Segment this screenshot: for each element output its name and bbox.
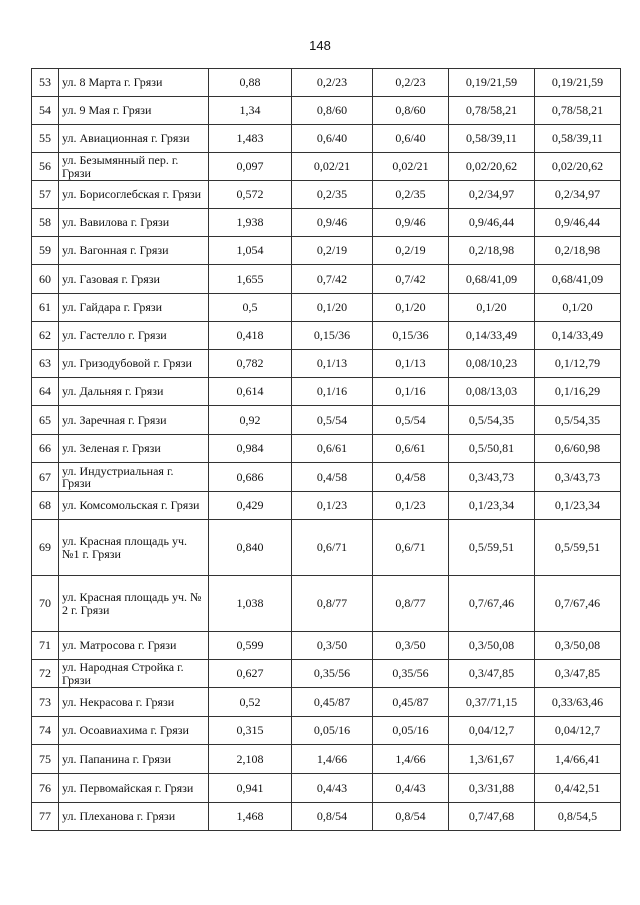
value-col-3: 0,8/77: [373, 576, 449, 632]
value-col-2: 0,8/54: [292, 803, 373, 831]
row-number: 74: [32, 717, 59, 745]
street-name: ул. Красная площадь уч. №1 г. Грязи: [59, 520, 209, 576]
table-row: [32, 660, 621, 688]
street-name: ул. 8 Марта г. Грязи: [59, 69, 209, 97]
value-col-1: 2,108: [209, 745, 292, 774]
value-col-4: 0,78/58,21: [449, 97, 535, 125]
street-name: ул. Дальняя г. Грязи: [59, 378, 209, 406]
table-row: [32, 153, 621, 181]
value-col-5: 0,7/67,46: [535, 576, 621, 632]
value-col-5: 0,78/58,21: [535, 97, 621, 125]
value-col-2: 0,1/16: [292, 378, 373, 406]
value-col-2: 0,6/71: [292, 520, 373, 576]
row-number: 61: [32, 294, 59, 322]
row-number: 54: [32, 97, 59, 125]
value-col-2: 0,5/54: [292, 406, 373, 435]
value-col-2: 0,1/20: [292, 294, 373, 322]
table-row: [32, 406, 621, 435]
table-row: [32, 463, 621, 492]
value-col-2: 0,9/46: [292, 209, 373, 237]
street-name: ул. Газовая г. Грязи: [59, 265, 209, 294]
value-col-1: 0,941: [209, 774, 292, 803]
value-col-5: 0,68/41,09: [535, 265, 621, 294]
value-col-5: 1,4/66,41: [535, 745, 621, 774]
value-col-3: 0,5/54: [373, 406, 449, 435]
row-number: 77: [32, 803, 59, 831]
page-number: 148: [309, 38, 331, 53]
table-row: [32, 576, 621, 632]
row-number: 70: [32, 576, 59, 632]
value-col-3: 0,1/13: [373, 350, 449, 378]
value-col-5: 0,3/47,85: [535, 660, 621, 688]
value-col-1: 0,840: [209, 520, 292, 576]
value-col-3: 0,4/58: [373, 463, 449, 492]
row-number: 63: [32, 350, 59, 378]
value-col-1: 0,097: [209, 153, 292, 181]
table-row: [32, 350, 621, 378]
value-col-5: 0,1/20: [535, 294, 621, 322]
value-col-1: 1,34: [209, 97, 292, 125]
street-name: ул. Гайдара г. Грязи: [59, 294, 209, 322]
value-col-4: 0,19/21,59: [449, 69, 535, 97]
value-col-1: 0,572: [209, 181, 292, 209]
value-col-1: 0,418: [209, 322, 292, 350]
value-col-2: 0,2/19: [292, 237, 373, 265]
value-col-4: 0,37/71,15: [449, 688, 535, 717]
value-col-2: 0,6/61: [292, 435, 373, 463]
value-col-4: 0,1/20: [449, 294, 535, 322]
value-col-4: 1,3/61,67: [449, 745, 535, 774]
table-row: [32, 803, 621, 831]
street-name: ул. Гастелло г. Грязи: [59, 322, 209, 350]
row-number: 56: [32, 153, 59, 181]
street-name: ул. Безымянный пер. г. Грязи: [59, 153, 209, 181]
value-col-5: 0,3/50,08: [535, 632, 621, 660]
value-col-2: 0,02/21: [292, 153, 373, 181]
value-col-2: 0,2/35: [292, 181, 373, 209]
value-col-1: 0,92: [209, 406, 292, 435]
value-col-1: 1,038: [209, 576, 292, 632]
value-col-2: 0,35/56: [292, 660, 373, 688]
value-col-3: 0,45/87: [373, 688, 449, 717]
table-row: [32, 322, 621, 350]
table-row: [32, 774, 621, 803]
value-col-3: 0,2/23: [373, 69, 449, 97]
value-col-1: 1,054: [209, 237, 292, 265]
value-col-5: 0,5/59,51: [535, 520, 621, 576]
value-col-1: 0,627: [209, 660, 292, 688]
value-col-1: 0,429: [209, 492, 292, 520]
value-col-3: 0,4/43: [373, 774, 449, 803]
street-name: ул. Матросова г. Грязи: [59, 632, 209, 660]
value-col-3: 0,2/35: [373, 181, 449, 209]
street-name: ул. Индустриальная г. Грязи: [59, 463, 209, 492]
value-col-5: 0,9/46,44: [535, 209, 621, 237]
table-row: [32, 520, 621, 576]
value-col-5: 0,2/34,97: [535, 181, 621, 209]
data-table: [31, 68, 621, 831]
row-number: 59: [32, 237, 59, 265]
value-col-4: 0,58/39,11: [449, 125, 535, 153]
table-row: [32, 745, 621, 774]
value-col-3: 0,8/54: [373, 803, 449, 831]
street-name: ул. Борисоглебская г. Грязи: [59, 181, 209, 209]
value-col-5: 0,04/12,7: [535, 717, 621, 745]
value-col-5: 0,5/54,35: [535, 406, 621, 435]
value-col-4: 0,3/43,73: [449, 463, 535, 492]
value-col-2: 0,4/43: [292, 774, 373, 803]
value-col-5: 0,8/54,5: [535, 803, 621, 831]
value-col-5: 0,02/20,62: [535, 153, 621, 181]
table-row: [32, 237, 621, 265]
value-col-4: 0,02/20,62: [449, 153, 535, 181]
value-col-4: 0,9/46,44: [449, 209, 535, 237]
value-col-4: 0,3/50,08: [449, 632, 535, 660]
value-col-1: 1,938: [209, 209, 292, 237]
value-col-2: 0,8/60: [292, 97, 373, 125]
value-col-4: 0,14/33,49: [449, 322, 535, 350]
table-row: [32, 69, 621, 97]
value-col-5: 0,1/16,29: [535, 378, 621, 406]
value-col-4: 0,04/12,7: [449, 717, 535, 745]
value-col-1: 0,782: [209, 350, 292, 378]
street-name: ул. Авиационная г. Грязи: [59, 125, 209, 153]
value-col-1: 1,468: [209, 803, 292, 831]
row-number: 60: [32, 265, 59, 294]
street-name: ул. Зеленая г. Грязи: [59, 435, 209, 463]
value-col-1: 1,655: [209, 265, 292, 294]
street-name: ул. Комсомольская г. Грязи: [59, 492, 209, 520]
value-col-1: 0,315: [209, 717, 292, 745]
value-col-2: 0,6/40: [292, 125, 373, 153]
value-col-1: 0,984: [209, 435, 292, 463]
street-name: ул. Гризодубовой г. Грязи: [59, 350, 209, 378]
value-col-3: 0,1/16: [373, 378, 449, 406]
value-col-4: 0,5/50,81: [449, 435, 535, 463]
value-col-4: 0,3/47,85: [449, 660, 535, 688]
row-number: 55: [32, 125, 59, 153]
value-col-2: 0,3/50: [292, 632, 373, 660]
value-col-2: 0,8/77: [292, 576, 373, 632]
street-name: ул. Красная площадь уч. № 2 г. Грязи: [59, 576, 209, 632]
value-col-4: 0,7/47,68: [449, 803, 535, 831]
street-name: ул. Вагонная г. Грязи: [59, 237, 209, 265]
value-col-4: 0,68/41,09: [449, 265, 535, 294]
value-col-1: 0,686: [209, 463, 292, 492]
table-row: [32, 688, 621, 717]
street-name: ул. 9 Мая г. Грязи: [59, 97, 209, 125]
value-col-3: 0,6/71: [373, 520, 449, 576]
table-row: [32, 125, 621, 153]
value-col-2: 0,7/42: [292, 265, 373, 294]
value-col-5: 0,14/33,49: [535, 322, 621, 350]
value-col-5: 0,1/12,79: [535, 350, 621, 378]
street-name: ул. Заречная г. Грязи: [59, 406, 209, 435]
value-col-1: 0,599: [209, 632, 292, 660]
table-row: [32, 717, 621, 745]
value-col-3: 0,1/20: [373, 294, 449, 322]
value-col-4: 0,5/59,51: [449, 520, 535, 576]
value-col-5: 0,1/23,34: [535, 492, 621, 520]
value-col-2: 0,15/36: [292, 322, 373, 350]
row-number: 66: [32, 435, 59, 463]
value-col-3: 1,4/66: [373, 745, 449, 774]
row-number: 71: [32, 632, 59, 660]
table-row: [32, 435, 621, 463]
value-col-3: 0,8/60: [373, 97, 449, 125]
row-number: 65: [32, 406, 59, 435]
row-number: 67: [32, 463, 59, 492]
value-col-3: 0,3/50: [373, 632, 449, 660]
table-row: [32, 209, 621, 237]
value-col-4: 0,3/31,88: [449, 774, 535, 803]
value-col-5: 0,33/63,46: [535, 688, 621, 717]
value-col-4: 0,7/67,46: [449, 576, 535, 632]
value-col-1: 0,88: [209, 69, 292, 97]
row-number: 62: [32, 322, 59, 350]
table-row: [32, 294, 621, 322]
row-number: 64: [32, 378, 59, 406]
row-number: 69: [32, 520, 59, 576]
row-number: 68: [32, 492, 59, 520]
table-body: [32, 69, 621, 831]
street-name: ул. Осоавиахима г. Грязи: [59, 717, 209, 745]
row-number: 57: [32, 181, 59, 209]
value-col-1: 0,614: [209, 378, 292, 406]
value-col-3: 0,6/61: [373, 435, 449, 463]
street-name: ул. Народная Стройка г. Грязи: [59, 660, 209, 688]
street-name: ул. Папанина г. Грязи: [59, 745, 209, 774]
street-name: ул. Первомайская г. Грязи: [59, 774, 209, 803]
value-col-3: 0,05/16: [373, 717, 449, 745]
table-row: [32, 378, 621, 406]
value-col-4: 0,2/18,98: [449, 237, 535, 265]
row-number: 76: [32, 774, 59, 803]
value-col-3: 0,2/19: [373, 237, 449, 265]
table-row: [32, 97, 621, 125]
value-col-3: 0,9/46: [373, 209, 449, 237]
row-number: 58: [32, 209, 59, 237]
street-name: ул. Вавилова г. Грязи: [59, 209, 209, 237]
value-col-4: 0,5/54,35: [449, 406, 535, 435]
street-name: ул. Некрасова г. Грязи: [59, 688, 209, 717]
value-col-5: 0,3/43,73: [535, 463, 621, 492]
street-name: ул. Плеханова г. Грязи: [59, 803, 209, 831]
value-col-1: 1,483: [209, 125, 292, 153]
value-col-3: 0,6/40: [373, 125, 449, 153]
value-col-1: 0,52: [209, 688, 292, 717]
value-col-3: 0,35/56: [373, 660, 449, 688]
table-row: [32, 265, 621, 294]
value-col-1: 0,5: [209, 294, 292, 322]
value-col-4: 0,1/23,34: [449, 492, 535, 520]
value-col-2: 0,45/87: [292, 688, 373, 717]
value-col-5: 0,4/42,51: [535, 774, 621, 803]
value-col-4: 0,08/10,23: [449, 350, 535, 378]
value-col-2: 0,2/23: [292, 69, 373, 97]
row-number: 75: [32, 745, 59, 774]
table-row: [32, 632, 621, 660]
value-col-4: 0,08/13,03: [449, 378, 535, 406]
value-col-5: 0,58/39,11: [535, 125, 621, 153]
value-col-5: 0,19/21,59: [535, 69, 621, 97]
row-number: 53: [32, 69, 59, 97]
row-number: 72: [32, 660, 59, 688]
value-col-3: 0,1/23: [373, 492, 449, 520]
value-col-3: 0,02/21: [373, 153, 449, 181]
value-col-3: 0,7/42: [373, 265, 449, 294]
value-col-2: 0,1/23: [292, 492, 373, 520]
value-col-4: 0,2/34,97: [449, 181, 535, 209]
table-row: [32, 492, 621, 520]
value-col-2: 0,05/16: [292, 717, 373, 745]
value-col-5: 0,2/18,98: [535, 237, 621, 265]
value-col-2: 0,1/13: [292, 350, 373, 378]
value-col-3: 0,15/36: [373, 322, 449, 350]
value-col-5: 0,6/60,98: [535, 435, 621, 463]
value-col-2: 1,4/66: [292, 745, 373, 774]
value-col-2: 0,4/58: [292, 463, 373, 492]
row-number: 73: [32, 688, 59, 717]
table-row: [32, 181, 621, 209]
